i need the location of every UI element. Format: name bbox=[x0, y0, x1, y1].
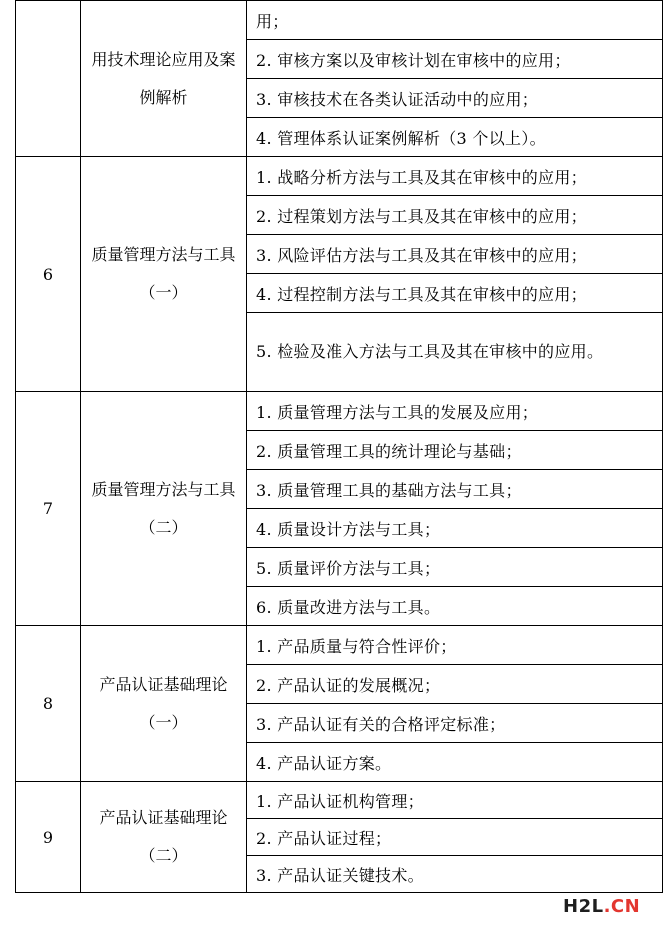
module-name: 用技术理论应用及案例解析 bbox=[81, 1, 247, 157]
module-name: 质量管理方法与工具（一） bbox=[81, 157, 247, 392]
module-name: 产品认证基础理论（二） bbox=[81, 782, 247, 893]
content-item: 4. 产品认证方案。 bbox=[247, 743, 663, 782]
content-item: 1. 战略分析方法与工具及其在审核中的应用； bbox=[247, 157, 663, 196]
content-item: 2. 产品认证过程； bbox=[247, 819, 663, 856]
watermark-part1: H2L bbox=[563, 896, 604, 917]
content-item: 4. 质量设计方法与工具； bbox=[247, 509, 663, 548]
content-item: 3. 产品认证关键技术。 bbox=[247, 856, 663, 893]
content-item: 4. 过程控制方法与工具及其在审核中的应用； bbox=[247, 274, 663, 313]
content-item: 用； bbox=[247, 1, 663, 40]
content-item: 1. 产品质量与符合性评价； bbox=[247, 626, 663, 665]
table-row bbox=[16, 626, 663, 665]
content-item: 3. 产品认证有关的合格评定标准； bbox=[247, 704, 663, 743]
watermark-part2: .CN bbox=[603, 896, 641, 917]
content-item: 2. 审核方案以及审核计划在审核中的应用； bbox=[247, 40, 663, 79]
content-item: 1. 质量管理方法与工具的发展及应用； bbox=[247, 392, 663, 431]
content-item: 2. 产品认证的发展概况； bbox=[247, 665, 663, 704]
table-row bbox=[16, 1, 663, 40]
module-name: 产品认证基础理论（一） bbox=[81, 626, 247, 782]
watermark-logo bbox=[563, 896, 640, 917]
course-table bbox=[15, 0, 663, 893]
module-number: 6 bbox=[16, 157, 81, 392]
content-item: 5. 质量评价方法与工具； bbox=[247, 548, 663, 587]
content-item: 3. 质量管理工具的基础方法与工具； bbox=[247, 470, 663, 509]
content-item: 3. 审核技术在各类认证活动中的应用； bbox=[247, 79, 663, 118]
module-name: 质量管理方法与工具（二） bbox=[81, 392, 247, 626]
table-row bbox=[16, 392, 663, 431]
content-item: 1. 产品认证机构管理； bbox=[247, 782, 663, 819]
content-item: 2. 质量管理工具的统计理论与基础； bbox=[247, 431, 663, 470]
module-number: 7 bbox=[16, 392, 81, 626]
content-item: 3. 风险评估方法与工具及其在审核中的应用； bbox=[247, 235, 663, 274]
table-row bbox=[16, 157, 663, 196]
module-number bbox=[16, 1, 81, 157]
content-item: 4. 管理体系认证案例解析（3 个以上）。 bbox=[247, 118, 663, 157]
module-number: 8 bbox=[16, 626, 81, 782]
content-item: 2. 过程策划方法与工具及其在审核中的应用； bbox=[247, 196, 663, 235]
content-item: 6. 质量改进方法与工具。 bbox=[247, 587, 663, 626]
table-row bbox=[16, 782, 663, 819]
module-number: 9 bbox=[16, 782, 81, 893]
content-item: 5. 检验及准入方法与工具及其在审核中的应用。 bbox=[247, 313, 663, 392]
